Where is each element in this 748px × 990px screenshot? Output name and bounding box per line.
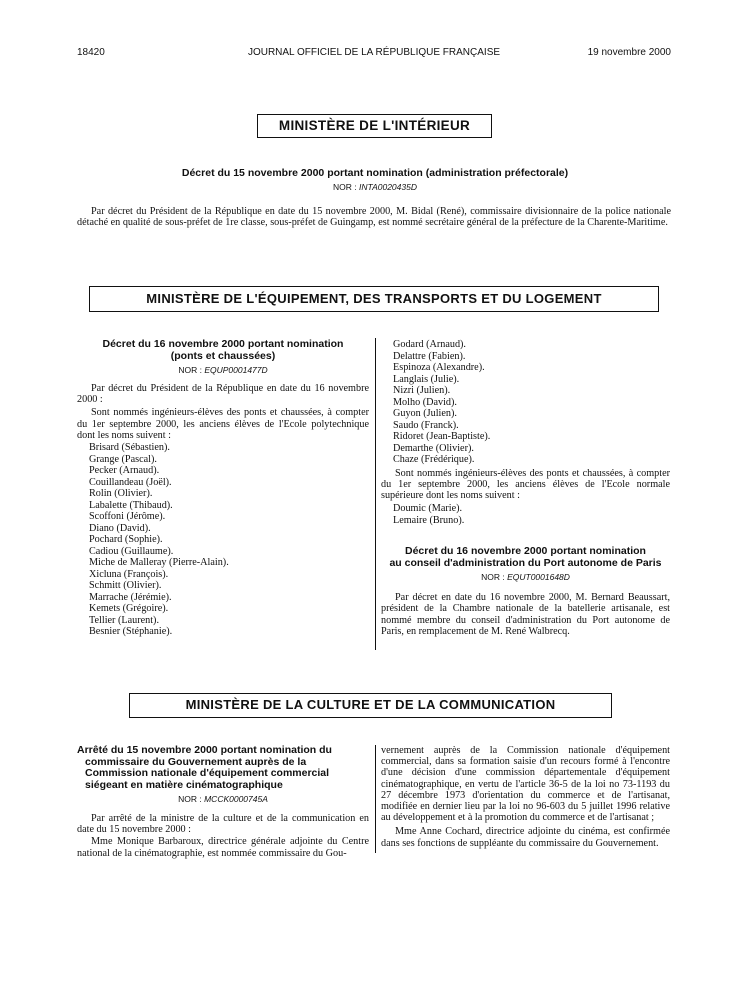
name-entry: Grange (Pascal). <box>89 453 157 465</box>
nor-label: NOR : <box>333 182 357 192</box>
name-entry: Couillandeau (Joël). <box>89 476 172 488</box>
ministry-title: MINISTÈRE DE L'INTÉRIEUR <box>278 118 471 133</box>
nor-label: NOR : <box>178 365 202 375</box>
decree-body: Mme Monique Barbaroux, directrice générale adjointe du Centre national de la cinématographie, est nommée commissaire du Gou- <box>77 836 369 859</box>
name-entry: Langlais (Julie). <box>393 373 460 385</box>
names-list <box>381 503 670 526</box>
name-entry: Espinoza (Alexandre). <box>393 362 485 373</box>
decree-title-line: Décret du 16 novembre 2000 portant nomination <box>405 545 646 558</box>
name-entry: Tellier (Laurent). <box>89 614 159 626</box>
name-entry: Demarthe (Olivier). <box>393 442 474 454</box>
nor-code: INTA0020435D <box>359 182 417 192</box>
nor-code: MCCK0000745A <box>204 794 268 804</box>
ministry-heading-culture <box>129 693 612 718</box>
name-entry: Labalette (Thibaud). <box>89 499 173 511</box>
name-entry: Pochard (Sophie). <box>89 534 163 546</box>
ministry-heading-interior <box>257 114 492 138</box>
name-entry: Nizri (Julien). <box>393 385 451 396</box>
column-divider <box>375 338 376 650</box>
name-entry: Lemaire (Bruno). <box>393 514 465 526</box>
column-divider <box>375 745 376 853</box>
decree-title: Décret du 15 novembre 2000 portant nomination (administration préfectorale) <box>181 167 569 179</box>
decree-body: Mme Anne Cochard, directrice adjointe du cinéma, est confirmée dans ses fonctions de suppléante du commissaire du Gouvernement. <box>381 826 670 849</box>
decree-intro: Par arrêté de la ministre de la culture et de la communication en date du 15 novembre 2000 : <box>77 813 369 836</box>
decree-appointment: Sont nommés ingénieurs-élèves des ponts et chaussées, à compter du 1er septembre 2000, les anciens élèves de l'Ecole polytechnique dont les noms suivent : <box>77 407 369 441</box>
name-entry: Marrache (Jérémie). <box>89 591 172 603</box>
header-date: 19 novembre 2000 <box>587 47 671 58</box>
name-entry: Scoffoni (Jérôme). <box>89 511 166 523</box>
column-left <box>77 339 369 638</box>
name-entry: Doumic (Marie). <box>393 503 463 515</box>
nor-label: NOR : <box>481 572 505 583</box>
decree-body: vernement auprès de la Commission nationale d'équipement commercial, dans sa formation saisie d'un recours formé à l'encontre d'une décision d'une commission départementale d'équipement cinématographique, en vertu de l'article 36-5 de la loi no 73-1193 du 27 décembre 1973 d'orientation du commerce et de l'artisanat, modifiée en dernier lieu par la loi no 96-603 du 5 juillet 1996 relative au développement et à la promotion du commerce et de l'artisanat ; <box>381 745 670 824</box>
names-list <box>77 442 369 638</box>
decree-body: Par décret du Président de la République en date du 15 novembre 2000, M. Bidal (René), commissaire divisionnaire de la police nationale détaché en qualité de sous-préfet de 1re classe, sous-préfet de Guingamp, est nommé secrétaire général de la préfecture de la Charente-Maritime. <box>77 206 671 229</box>
name-entry: Kemets (Grégoire). <box>89 603 169 615</box>
name-entry: Pecker (Arnaud). <box>89 465 160 477</box>
decree-intro: Par décret du Président de la République en date du 16 novembre 2000 : <box>77 383 369 406</box>
decree-title-line: Décret du 16 novembre 2000 portant nomination <box>102 338 344 350</box>
name-entry: Xicluna (François). <box>89 568 169 580</box>
decree-body: Par décret en date du 16 novembre 2000, M. Bernard Beaussart, président de la Chambre nationale de la batellerie artisanale, est nommé membre du conseil d'administration du Port autonome de Paris, en remplacement de M. René Walbrecq. <box>381 592 670 637</box>
decree-appointment: Sont nommés ingénieurs-élèves des ponts et chaussées, à compter du 1er septembre 2000, les anciens élèves de l'Ecole normale supérieure dont les noms suivent : <box>381 467 670 501</box>
nor-code: EQUP0001477D <box>204 365 268 375</box>
name-entry: Molho (David). <box>393 396 457 408</box>
name-entry: Besnier (Stéphanie). <box>89 626 173 638</box>
journal-title: JOURNAL OFFICIEL DE LA RÉPUBLIQUE FRANÇAISE <box>247 47 501 58</box>
nor-reference <box>381 572 670 582</box>
nor-reference <box>90 182 660 192</box>
decree-title-line: au conseil d'administration du Port autonome de Paris <box>389 556 662 569</box>
name-entry: Diano (David). <box>89 522 151 534</box>
column-right <box>381 339 670 637</box>
decree-title: Arrêté du 15 novembre 2000 portant nomination du commissaire du Gouvernement auprès de la Commission nationale d'équipement commercial siégeant en matière cinématographique <box>77 744 332 791</box>
name-entry: Rolin (Olivier). <box>89 488 153 500</box>
name-entry: Schmitt (Olivier). <box>89 580 162 592</box>
column-right <box>381 745 670 849</box>
name-entry: Miche de Malleray (Pierre-Alain). <box>89 557 229 569</box>
name-entry: Cadiou (Guillaume). <box>89 545 174 557</box>
decree-title-line: (ponts et chaussées) <box>170 349 276 362</box>
names-list <box>381 339 670 466</box>
name-entry: Chaze (Frédérique). <box>393 454 475 465</box>
name-entry: Brisard (Sébastien). <box>89 442 170 454</box>
ministry-title: MINISTÈRE DE LA CULTURE ET DE LA COMMUNICATION <box>185 697 556 712</box>
ministry-title: MINISTÈRE DE L'ÉQUIPEMENT, DES TRANSPORTS ET DU LOGEMENT <box>146 291 602 306</box>
name-entry: Guyon (Julien). <box>393 408 457 419</box>
name-entry: Delattre (Fabien). <box>393 350 466 362</box>
name-entry: Ridoret (Jean-Baptiste). <box>393 431 491 442</box>
name-entry: Godard (Arnaud). <box>393 339 466 350</box>
nor-reference <box>77 365 369 375</box>
name-entry: Saudo (Franck). <box>393 419 459 431</box>
nor-code: EQUT0001648D <box>507 572 570 583</box>
column-left <box>77 745 369 859</box>
page-number: 18420 <box>77 47 105 58</box>
nor-label: NOR : <box>178 794 202 804</box>
nor-reference <box>77 794 369 804</box>
ministry-heading-equipment <box>89 286 659 312</box>
